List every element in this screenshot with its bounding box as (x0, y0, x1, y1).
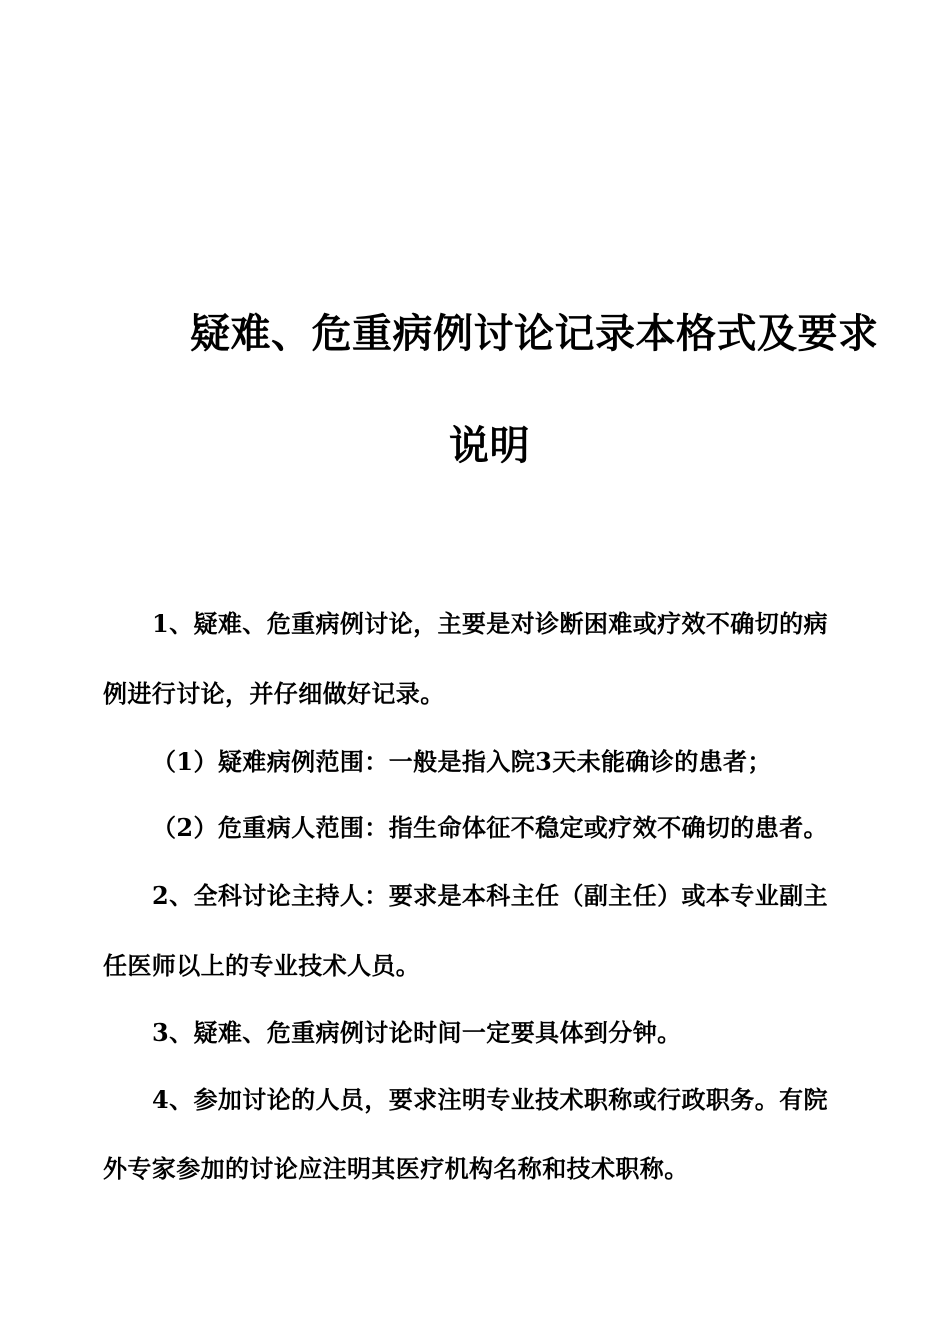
paragraph-item-1-line-1: 1、疑难、危重病例讨论，主要是对诊断困难或疗效不确切的病 (152, 609, 828, 638)
paragraph-item-2-line-1: 2、全科讨论主持人：要求是本科主任（副主任）或本专业副主 (152, 881, 828, 910)
paragraph-item-1-sub-1: （1）疑难病例范围：一般是指入院3天未能确诊的患者； (152, 747, 772, 776)
document-title-line-2: 说明 (449, 422, 530, 469)
paragraph-item-4-line-1: 4、参加讨论的人员，要求注明专业技术职称或行政职务。有院 (152, 1085, 828, 1114)
paragraph-item-3: 3、疑难、危重病例讨论时间一定要具体到分钟。 (152, 1018, 682, 1047)
document-title-line-1: 疑难、危重病例讨论记录本格式及要求 (190, 310, 879, 357)
paragraph-item-1-line-2: 例进行讨论，并仔细做好记录。 (103, 679, 445, 708)
paragraph-item-2-line-2: 任医师以上的专业技术人员。 (103, 951, 421, 980)
paragraph-item-1-sub-2: （2）危重病人范围：指生命体征不稳定或疗效不确切的患者。 (152, 813, 828, 842)
paragraph-item-4-line-2: 外专家参加的讨论应注明其医疗机构名称和技术职称。 (103, 1154, 689, 1183)
